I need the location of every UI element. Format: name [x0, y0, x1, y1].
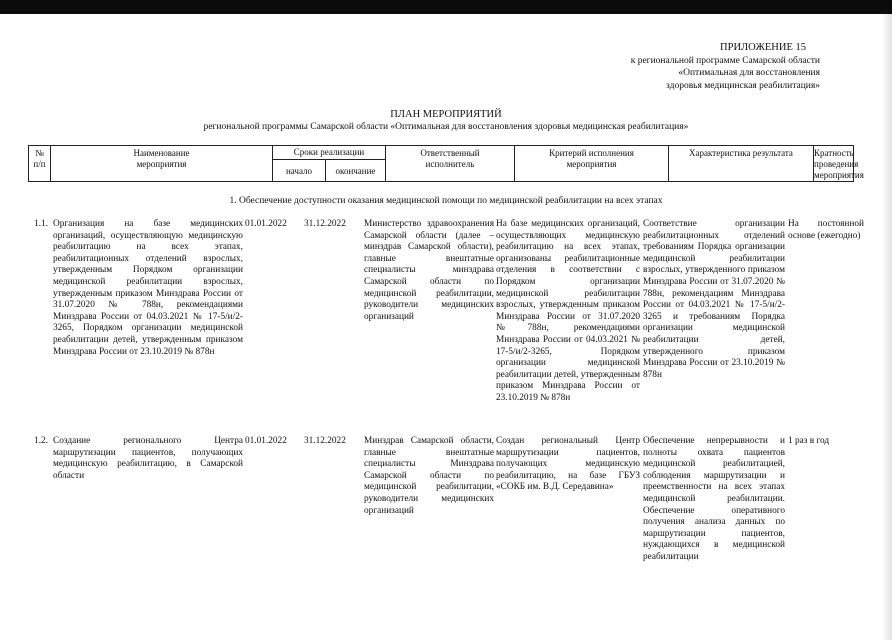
header-start: начало	[272, 159, 325, 182]
header-result: Характеристика результата	[668, 145, 813, 182]
row-2-criterion: Создан региональный Центр маршрутизации пациентов, получающих медицинскую реабилитацию, на базе ГБУЗ «СОКБ им. В.Д. Середавина»	[496, 436, 640, 493]
scan-top-edge	[0, 0, 892, 14]
row-2-frequency: 1 раз в год	[788, 436, 830, 446]
header-num: № п/п	[28, 145, 50, 182]
row-1-frequency: На постоянной основе (ежегодно)	[788, 219, 864, 241]
row-1-name: Организация на базе медицинских организаций, осуществляющую медицинскую реабилитацию на всех этапах, реабилитационных отделений взрослых, утвержденным Порядком организации медицинской реабилитации взрослых, утвержденным приказом Минздрава России от 31.07.2020 № 788н, рекомендациями Минздрава России от 04.03.2021 № 17-5/и/2-3265, Порядком организации медицинской реабилитации детей, утвержденным приказом Минздрава России от 23.10.2019 № 878н	[53, 219, 243, 357]
row-1-result: Соответствие организации реабилитационных отделений требованиям Порядка организации медицинской реабилитации взрослых, утвержденного приказом Минздрава России от 31.07.2020 № 788н, рекомендациям Минздрава России от 04.03.2021 № 17-5/и/2-3265 и требованиям Порядка организации медицинской реабилитации детей, утвержденного приказом Минздрава России от 23.10.2019 № 878н	[643, 219, 785, 380]
row-1-responsible: Министерство здравоохранения Самарской области (далее – минздрав Самарской области), главные внештатные специалисты минздрава Самарской области по медицинской реабилитации, руководители медицинских организаций	[364, 219, 494, 322]
header-bottom-border	[28, 181, 854, 182]
scan-right-shadow	[882, 14, 892, 640]
header-name: Наименование мероприятия	[50, 145, 272, 182]
appendix-title: ПРИЛОЖЕНИЕ 15	[720, 42, 806, 53]
row-2-num: 1.2.	[34, 436, 48, 446]
appendix-block	[631, 42, 820, 92]
header-criterion: Критерий исполнения мероприятия	[514, 145, 668, 182]
row-2-responsible: Минздрав Самарской области, главные внештатные специалисты Минздрава Самарской области по медицинской реабилитации, руководители медицинских организаций	[364, 436, 494, 516]
row-1-start: 01.01.2022	[245, 219, 287, 229]
table-header	[28, 145, 864, 182]
appendix-line-3: «Оптимальная для восстановления	[678, 68, 820, 78]
row-1-end: 31.12.2022	[304, 219, 346, 229]
header-responsible: Ответственный исполнитель	[385, 145, 514, 182]
section-heading: 1. Обеспечение доступности оказания медицинской помощи по медицинской реабилитации на всех этапах	[229, 196, 663, 206]
appendix-line-4: здоровья медицинская реабилитация»	[666, 80, 820, 91]
plan-title: ПЛАН МЕРОПРИЯТИЙ	[390, 109, 502, 120]
row-2-result: Обеспечение непрерывности и полноты охвата пациентов медицинской реабилитацией, соблюдения маршрутизации и преемственности на всех этапах медицинской реабилитации. Обеспечение оперативного получения анализа данных по маршрутизации пациентов, нуждающихся в медицинской реабилитации	[643, 436, 785, 562]
header-end: окончание	[325, 159, 385, 182]
row-2-name: Создание регионального Центра маршрутизации пациентов, получающих медицинскую реабилитацию, в Самарской области	[53, 436, 243, 481]
row-2-end: 31.12.2022	[304, 436, 346, 446]
appendix-line-2: к региональной программе Самарской области	[630, 55, 820, 66]
header-frequency: Кратность проведения мероприятия	[813, 145, 854, 182]
row-1-num: 1.1.	[34, 219, 48, 229]
row-2-start: 01.01.2022	[245, 436, 287, 446]
plan-subtitle: региональной программы Самарской области «Оптимальная для восстановления здоровья медицинская реабилитация»	[203, 122, 689, 132]
header-dates: Сроки реализации	[272, 145, 385, 159]
row-1-criterion: На базе медицинских организаций, осуществляющих медицинскую реабилитацию на всех этапах, организованы реабилитационные отделения в соответствии с Порядком организации медицинской реабилитации взрослых, утвержденным приказом Минздрава России от 31.07.2020 №788н, рекомендациями Минздрава России от 04.03.2021 № 17-5/и/2-3265, Порядком организации медицинской реабилитации детей, утвержденным приказом Минздрава России от 23.10.2019 № 878н	[496, 219, 640, 403]
